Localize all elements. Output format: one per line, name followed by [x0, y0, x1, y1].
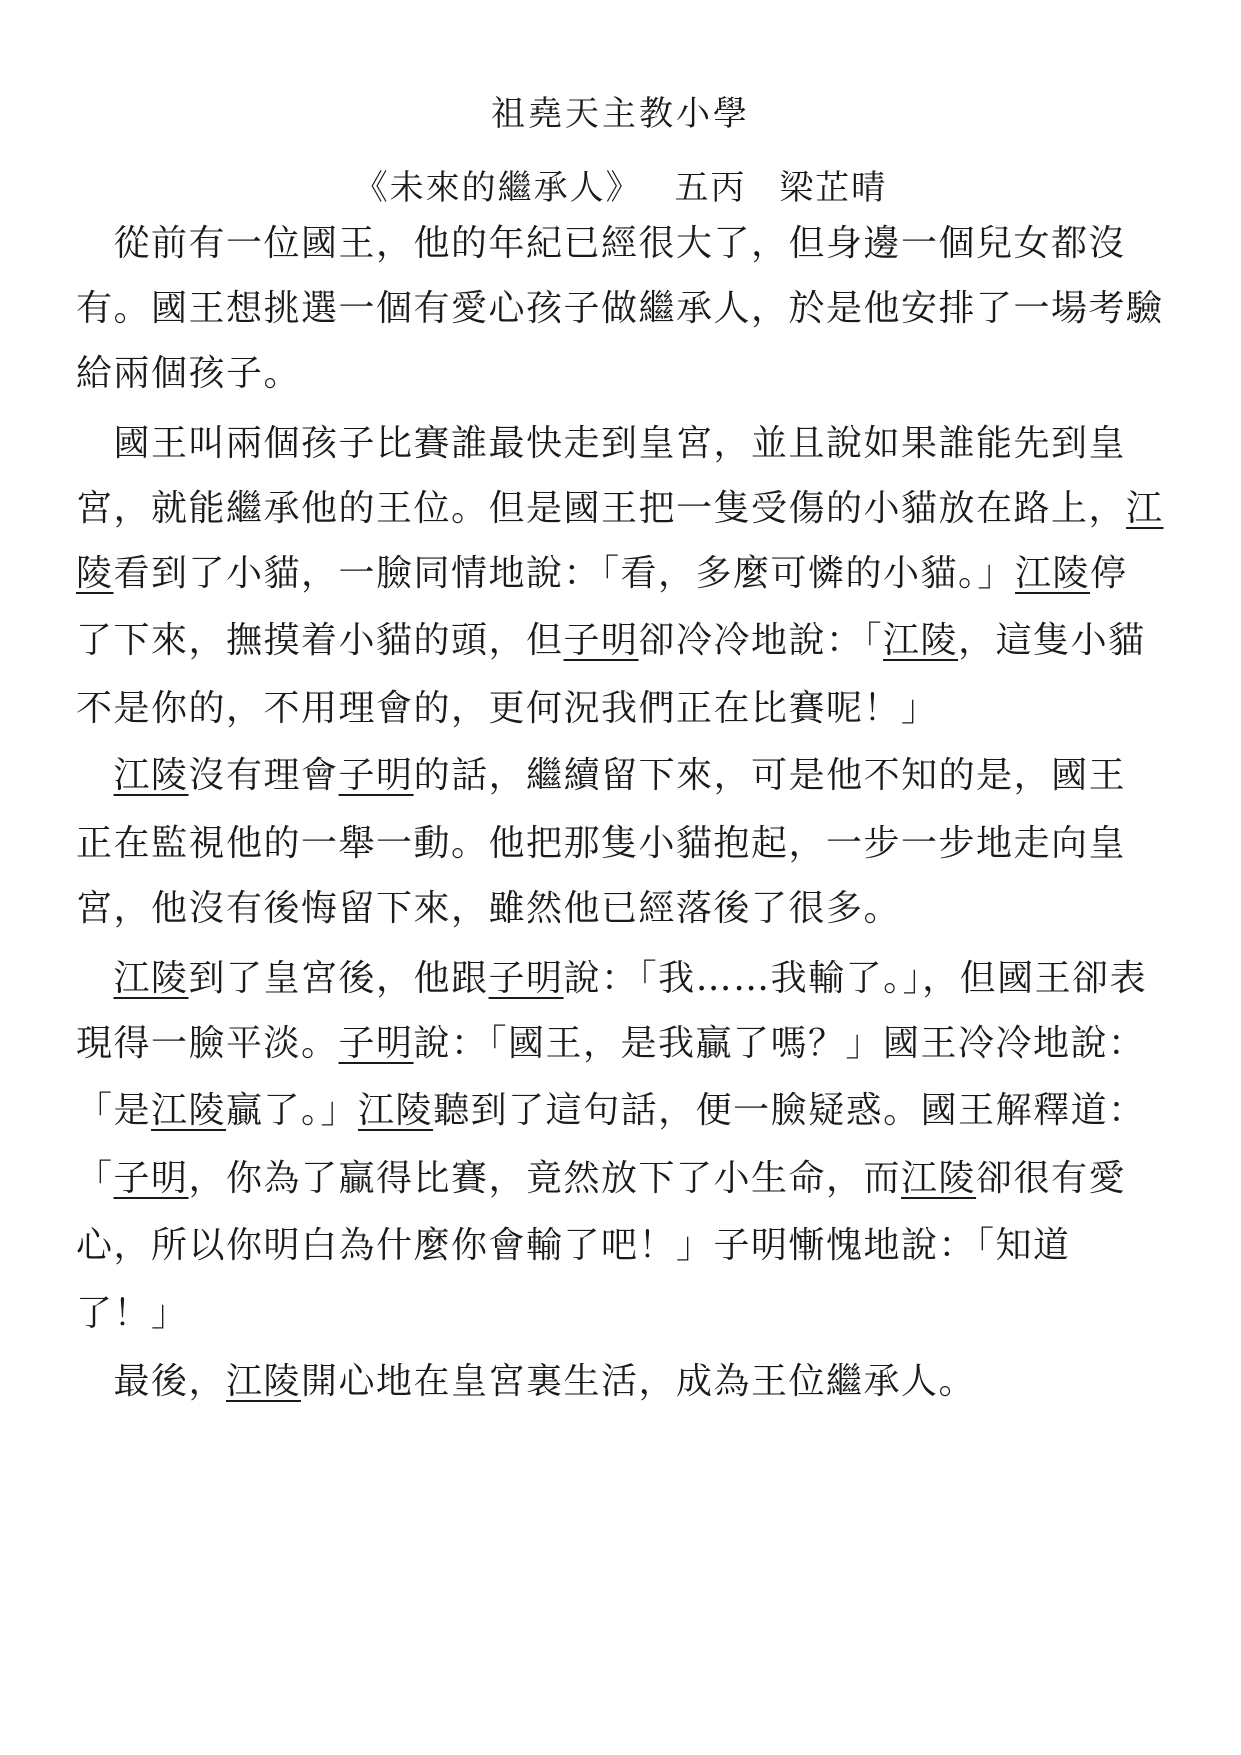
text-segment: 卻冷冷地說：「 — [638, 620, 884, 661]
text-segment: 到了皇宮後，他跟 — [188, 958, 489, 999]
underlined-name: 子明 — [338, 1023, 414, 1064]
text-segment: 說：「我……我輸了。」，但國王卻表 — [563, 958, 1148, 999]
underlined-name: 江陵 — [901, 1158, 977, 1199]
text-segment: 聽到了這句話，便一臉疑惑。國王解釋道： — [433, 1090, 1146, 1131]
underlined-name: 子明 — [338, 755, 414, 796]
text-segment: ，這隻小貓 — [958, 620, 1146, 661]
text-segment: 有。國王想挑選一個有愛心孩子做繼承人，於是他安排了一場考驗 — [76, 288, 1164, 329]
text-segment: 說：「國王，是我贏了嗎？」國王冷冷地說： — [413, 1023, 1146, 1064]
text-segment: 開心地在皇宮裏生活，成為王位繼承人。 — [301, 1361, 977, 1402]
underlined-name: 子明 — [563, 620, 639, 661]
underlined-name: 陵 — [76, 553, 114, 594]
author-name: 梁芷晴 — [779, 168, 888, 208]
underlined-name: 江陵 — [1015, 553, 1091, 594]
text-line — [76, 485, 1176, 533]
essay-title: 《未來的繼承人》 — [353, 168, 642, 208]
text-line — [76, 420, 1176, 468]
text-line — [76, 885, 1176, 933]
underlined-name: 子明 — [113, 1158, 189, 1199]
text-segment: ，你為了贏得比賽，竟然放下了小生命，而 — [188, 1158, 902, 1199]
text-segment: 國王叫兩個孩子比賽誰最快走到皇宮，並且說如果誰能先到皇 — [76, 423, 1127, 464]
text-segment: 贏了。」 — [226, 1090, 359, 1131]
text-segment: 看到了小貓，一臉同情地說：「看，多麼可憐的小貓。」 — [113, 553, 1016, 594]
text-segment: 了下來，撫摸着小貓的頭，但 — [76, 620, 564, 661]
school-name: 祖堯天主教小學 — [491, 94, 750, 134]
text-line — [76, 1222, 1176, 1270]
text-line — [76, 955, 1176, 1003]
text-segment: 了！」 — [76, 1293, 189, 1334]
text-line — [76, 752, 1176, 800]
essay-heading — [0, 160, 1241, 209]
text-segment: 心，所以你明白為什麼你會輸了吧！」子明慚愧地說：「知道 — [76, 1225, 1071, 1266]
text-segment — [76, 958, 114, 999]
text-segment: 「是 — [76, 1090, 152, 1131]
text-segment: 宮，就能繼承他的王位。但是國王把一隻受傷的小貓放在路上， — [76, 488, 1127, 529]
underlined-name: 江陵 — [113, 755, 189, 796]
text-segment: 卻很有愛 — [976, 1158, 1127, 1199]
text-line — [76, 220, 1176, 268]
text-segment: 「 — [76, 1158, 114, 1199]
class-name: 五丙 — [674, 168, 747, 208]
text-line — [76, 1358, 1176, 1406]
text-segment — [76, 755, 114, 796]
text-line — [76, 820, 1176, 868]
text-line — [76, 1087, 1176, 1135]
text-segment: 宮，他沒有後悔留下來，雖然他已經落後了很多。 — [76, 888, 902, 929]
text-segment: 停 — [1090, 553, 1128, 594]
text-segment: 正在監視他的一舉一動。他把那隻小貓抱起，一步一步地走向皇 — [76, 823, 1127, 864]
text-segment: 現得一臉平淡。 — [76, 1023, 339, 1064]
underlined-name: 江 — [1126, 488, 1164, 529]
text-line — [76, 285, 1176, 333]
text-line — [76, 617, 1176, 665]
text-segment: 從前有一位國王，他的年紀已經很大了，但身邊一個兒女都沒 — [76, 223, 1127, 264]
text-line — [76, 1155, 1176, 1203]
text-segment: 不是你的，不用理會的，更何況我們正在比賽呢！」 — [76, 688, 939, 729]
underlined-name: 江陵 — [358, 1090, 434, 1131]
text-segment: 的話，繼續留下來，可是他不知的是，國王 — [413, 755, 1127, 796]
text-line — [76, 550, 1176, 598]
text-line — [76, 685, 1176, 733]
underlined-name: 子明 — [488, 958, 564, 999]
underlined-name: 江陵 — [883, 620, 959, 661]
underlined-name: 江陵 — [113, 958, 189, 999]
underlined-name: 江陵 — [151, 1090, 227, 1131]
text-line — [76, 1290, 1176, 1338]
underlined-name: 江陵 — [226, 1361, 302, 1402]
text-segment: 最後， — [76, 1361, 227, 1402]
text-line — [76, 350, 1176, 398]
text-line — [76, 1020, 1176, 1068]
text-segment: 沒有理會 — [188, 755, 339, 796]
text-segment: 給兩個孩子。 — [76, 353, 302, 394]
